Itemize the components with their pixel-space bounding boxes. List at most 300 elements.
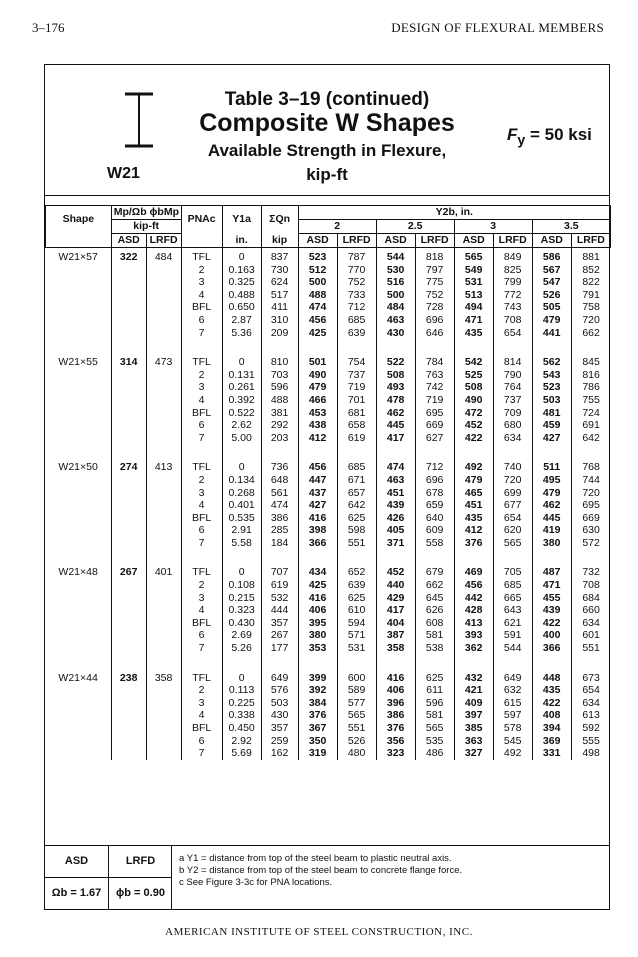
data-cell: 728 [415, 301, 454, 314]
strength-table [45, 205, 611, 760]
data-cell: 474 [261, 499, 298, 512]
data-cell: 177 [261, 642, 298, 655]
data-cell: 740 [493, 458, 532, 474]
data-cell: 503 [532, 394, 571, 407]
mp-asd-cell: 238 [111, 669, 146, 685]
data-cell: 671 [337, 474, 376, 487]
mp-lrfd-cell [146, 537, 181, 550]
spacer-cell [222, 655, 261, 669]
data-cell: 508 [376, 369, 415, 382]
data-cell: 642 [571, 432, 610, 445]
table-row [46, 563, 611, 579]
data-cell: 752 [415, 289, 454, 302]
data-cell: 695 [415, 407, 454, 420]
mp-lrfd-cell [146, 579, 181, 592]
data-cell: 422 [454, 432, 493, 445]
data-cell: 357 [261, 617, 298, 630]
data-cell: 392 [298, 684, 337, 697]
table-subtitle: Available Strength in Flexure, [207, 141, 447, 160]
data-cell: 366 [532, 642, 571, 655]
shape-cell [46, 314, 112, 327]
data-cell: 532 [261, 592, 298, 605]
data-cell: 4 [181, 709, 222, 722]
mp-asd-cell [111, 474, 146, 487]
mp-asd-cell [111, 579, 146, 592]
mp-asd-cell [111, 289, 146, 302]
data-cell: TFL [181, 248, 222, 264]
data-cell: 430 [376, 327, 415, 340]
data-cell: 371 [376, 537, 415, 550]
mp-lrfd-cell [146, 394, 181, 407]
data-cell: 743 [493, 301, 532, 314]
data-cell: 4 [181, 604, 222, 617]
data-cell: 596 [261, 381, 298, 394]
shape-cell [46, 697, 112, 710]
footnote-b: b Y2 = distance from top of the steel beam to concrete flange force. [179, 865, 463, 876]
mp-lrfd-cell [146, 432, 181, 445]
header-asd: ASD [111, 234, 146, 248]
data-cell: 428 [454, 604, 493, 617]
spacer-cell [415, 339, 454, 353]
table-row [46, 474, 611, 487]
title-divider [45, 195, 609, 196]
data-cell: 0 [222, 458, 261, 474]
mp-lrfd-cell [146, 747, 181, 760]
data-cell: 442 [454, 592, 493, 605]
table-row [46, 499, 611, 512]
footnote-a: a Y1 = distance from top of the steel beam to plastic neutral axis. [179, 853, 452, 864]
data-cell: BFL [181, 617, 222, 630]
data-cell: 432 [454, 669, 493, 685]
data-cell: 6 [181, 629, 222, 642]
data-cell: 462 [532, 499, 571, 512]
shape-cell [46, 264, 112, 277]
data-cell: 7 [181, 747, 222, 760]
table-frame [44, 64, 610, 910]
data-cell: 634 [571, 697, 610, 710]
table-row [46, 617, 611, 630]
data-cell: 0.131 [222, 369, 261, 382]
data-cell: 621 [493, 617, 532, 630]
data-cell: 0.108 [222, 579, 261, 592]
data-cell: 0 [222, 353, 261, 369]
data-cell: 511 [532, 458, 571, 474]
spacer-cell [111, 549, 146, 563]
data-cell: 822 [571, 276, 610, 289]
spacer-cell [454, 339, 493, 353]
table-row [46, 381, 611, 394]
spacer-cell [146, 444, 181, 458]
table-row [46, 276, 611, 289]
data-cell: 818 [415, 248, 454, 264]
data-cell: 3 [181, 381, 222, 394]
mp-lrfd-cell: 484 [146, 248, 181, 264]
data-cell: 2 [181, 264, 222, 277]
mp-lrfd-cell [146, 499, 181, 512]
data-cell: 730 [261, 264, 298, 277]
data-cell: 752 [337, 276, 376, 289]
data-cell: 625 [415, 669, 454, 685]
data-cell: 613 [571, 709, 610, 722]
spacer-cell [298, 444, 337, 458]
mp-asd-cell: 274 [111, 458, 146, 474]
data-cell: 451 [454, 499, 493, 512]
data-cell: 551 [571, 642, 610, 655]
data-cell: 565 [454, 248, 493, 264]
data-cell: 422 [532, 697, 571, 710]
data-cell: 630 [571, 524, 610, 537]
table-row [46, 432, 611, 445]
spacer-cell [181, 549, 222, 563]
data-cell: 469 [454, 563, 493, 579]
table-row [46, 419, 611, 432]
data-cell: 640 [415, 512, 454, 525]
shape-cell: W21×44 [58, 671, 98, 684]
data-cell: 685 [337, 458, 376, 474]
data-cell: 0.268 [222, 487, 261, 500]
spacer-cell [571, 444, 610, 458]
data-cell: 561 [261, 487, 298, 500]
spacer-cell [46, 655, 112, 669]
mp-asd-cell [111, 512, 146, 525]
data-cell: 416 [298, 592, 337, 605]
data-cell: 445 [532, 512, 571, 525]
mp-asd-cell [111, 722, 146, 735]
data-cell: 669 [415, 419, 454, 432]
data-cell: 5.00 [222, 432, 261, 445]
data-cell: 7 [181, 537, 222, 550]
header-y1: Y1a [222, 206, 261, 234]
data-cell: 837 [261, 248, 298, 264]
data-cell: 0 [222, 248, 261, 264]
table-units: kip-ft [306, 165, 348, 184]
data-cell: 768 [571, 458, 610, 474]
shape-cell [46, 684, 112, 697]
shape-cell [46, 747, 112, 760]
data-cell: 0.325 [222, 276, 261, 289]
spacer-cell [298, 339, 337, 353]
header-blank [181, 234, 222, 248]
mp-asd-cell [111, 487, 146, 500]
data-cell: 438 [298, 419, 337, 432]
table-row [46, 735, 611, 748]
shape-cell [46, 735, 112, 748]
spacer-cell [298, 655, 337, 669]
data-cell: 709 [493, 407, 532, 420]
omega-b: Ωb = 1.67 [51, 887, 102, 899]
table-row [46, 709, 611, 722]
data-cell: 6 [181, 419, 222, 432]
data-cell: 754 [337, 353, 376, 369]
shape-cell [46, 381, 112, 394]
footnote-c: c See Figure 3-3c for PNA locations. [179, 877, 333, 888]
data-cell: 639 [337, 579, 376, 592]
spacer-cell [181, 339, 222, 353]
data-cell: 737 [337, 369, 376, 382]
data-cell: 5.69 [222, 747, 261, 760]
mp-asd-cell [111, 419, 146, 432]
data-cell: 615 [493, 697, 532, 710]
data-cell: 2.69 [222, 629, 261, 642]
data-cell: 712 [415, 458, 454, 474]
data-cell: 678 [415, 487, 454, 500]
spacer-cell [46, 444, 112, 458]
header-lrfd: LRFD [337, 234, 376, 248]
data-cell: 493 [376, 381, 415, 394]
header-blank [46, 234, 112, 248]
data-cell: 610 [337, 604, 376, 617]
header-asd: ASD [532, 234, 571, 248]
data-cell: 462 [376, 407, 415, 420]
data-cell: 463 [376, 474, 415, 487]
data-cell: 600 [337, 669, 376, 685]
data-cell: 701 [337, 394, 376, 407]
data-cell: 732 [571, 563, 610, 579]
data-cell: 708 [571, 579, 610, 592]
header-asd: ASD [376, 234, 415, 248]
data-cell: 654 [493, 512, 532, 525]
data-cell: 799 [493, 276, 532, 289]
data-cell: 2.92 [222, 735, 261, 748]
table-row [46, 669, 611, 685]
data-cell: 609 [415, 524, 454, 537]
spacer-cell [376, 655, 415, 669]
mp-lrfd-cell [146, 369, 181, 382]
data-cell: 363 [454, 735, 493, 748]
mp-lrfd-cell [146, 487, 181, 500]
data-cell: 2 [181, 684, 222, 697]
data-cell: 465 [454, 487, 493, 500]
mp-lrfd-cell [146, 327, 181, 340]
data-cell: 619 [337, 432, 376, 445]
spacer-cell [454, 655, 493, 669]
data-cell: 790 [493, 369, 532, 382]
group-spacer [46, 444, 611, 458]
spacer-cell [493, 655, 532, 669]
mp-asd-cell [111, 592, 146, 605]
header-asd: ASD [298, 234, 337, 248]
spacer-cell [46, 339, 112, 353]
data-cell: 494 [454, 301, 493, 314]
data-cell: 649 [261, 669, 298, 685]
data-cell: 810 [261, 353, 298, 369]
data-cell: 578 [493, 722, 532, 735]
data-cell: 852 [571, 264, 610, 277]
data-cell: 380 [298, 629, 337, 642]
data-cell: 659 [415, 499, 454, 512]
data-cell: 589 [337, 684, 376, 697]
spacer-cell [146, 549, 181, 563]
mp-asd-cell [111, 301, 146, 314]
data-cell: 531 [454, 276, 493, 289]
phi-b: ϕb = 0.90 [108, 877, 172, 909]
data-cell: TFL [181, 669, 222, 685]
mp-lrfd-cell [146, 592, 181, 605]
data-cell: 684 [571, 592, 610, 605]
shape-cell [46, 432, 112, 445]
data-cell: 386 [376, 709, 415, 722]
mp-lrfd-cell [146, 735, 181, 748]
data-cell: 492 [454, 458, 493, 474]
mp-lrfd-cell [146, 381, 181, 394]
mp-lrfd-cell [146, 604, 181, 617]
mp-lrfd-cell [146, 314, 181, 327]
mp-asd-cell [111, 604, 146, 617]
table-row [46, 684, 611, 697]
data-cell: 474 [376, 458, 415, 474]
data-cell: 758 [571, 301, 610, 314]
data-cell: 673 [571, 669, 610, 685]
data-cell: 425 [298, 579, 337, 592]
data-cell: 439 [532, 604, 571, 617]
table-row [46, 314, 611, 327]
shape-cell [46, 369, 112, 382]
data-cell: 501 [298, 353, 337, 369]
data-cell: 439 [376, 499, 415, 512]
data-cell: 380 [532, 537, 571, 550]
data-cell: 586 [532, 248, 571, 264]
data-cell: 770 [337, 264, 376, 277]
spacer-cell [261, 549, 298, 563]
data-cell: 0 [222, 669, 261, 685]
data-cell: 720 [571, 487, 610, 500]
data-cell: 565 [337, 709, 376, 722]
header-y2-val: 2.5 [376, 220, 454, 234]
data-cell: 3 [181, 592, 222, 605]
data-cell: 0.650 [222, 301, 261, 314]
data-cell: 654 [493, 327, 532, 340]
data-cell: 531 [337, 642, 376, 655]
data-cell: 362 [454, 642, 493, 655]
table-row [46, 369, 611, 382]
table-row [46, 642, 611, 655]
data-cell: 558 [415, 537, 454, 550]
data-cell: 632 [493, 684, 532, 697]
mp-asd-cell [111, 747, 146, 760]
data-cell: 500 [298, 276, 337, 289]
data-cell: 677 [493, 499, 532, 512]
data-cell: 387 [376, 629, 415, 642]
mp-asd-cell [111, 432, 146, 445]
spacer-cell [111, 339, 146, 353]
data-cell: 538 [415, 642, 454, 655]
shape-cell [46, 289, 112, 302]
table-row [46, 592, 611, 605]
shape-cell [46, 537, 112, 550]
data-cell: 2 [181, 579, 222, 592]
data-cell: 719 [337, 381, 376, 394]
data-cell: 657 [337, 487, 376, 500]
data-cell: 421 [454, 684, 493, 697]
spacer-cell [146, 339, 181, 353]
mp-asd-cell [111, 381, 146, 394]
mp-lrfd-cell [146, 512, 181, 525]
data-cell: 627 [415, 432, 454, 445]
data-cell: 565 [415, 722, 454, 735]
mp-asd-cell [111, 642, 146, 655]
table-row [46, 394, 611, 407]
data-cell: 3 [181, 697, 222, 710]
data-cell: 452 [454, 419, 493, 432]
spacer-cell [415, 444, 454, 458]
mp-asd-cell: 267 [111, 563, 146, 579]
shape-cell [46, 722, 112, 735]
data-cell: 755 [571, 394, 610, 407]
data-cell: 394 [532, 722, 571, 735]
data-cell: 445 [376, 419, 415, 432]
data-cell: 517 [261, 289, 298, 302]
data-cell: 592 [571, 722, 610, 735]
mp-lrfd-cell [146, 709, 181, 722]
group-spacer [46, 655, 611, 669]
data-cell: 455 [532, 592, 571, 605]
data-cell: 551 [337, 722, 376, 735]
mp-asd-cell [111, 499, 146, 512]
page-number: 3–176 [32, 20, 65, 35]
mp-asd-cell [111, 407, 146, 420]
data-cell: 0.401 [222, 499, 261, 512]
data-cell: 619 [261, 579, 298, 592]
data-cell: 680 [493, 419, 532, 432]
data-cell: 406 [376, 684, 415, 697]
header-lrfd: LRFD [493, 234, 532, 248]
mp-lrfd-cell [146, 301, 181, 314]
data-cell: 448 [532, 669, 571, 685]
data-cell: 495 [532, 474, 571, 487]
header-pna: PNAc [181, 206, 222, 234]
table-row [46, 579, 611, 592]
data-cell: 412 [298, 432, 337, 445]
spacer-cell [261, 444, 298, 458]
data-cell: 551 [337, 537, 376, 550]
shape-cell: W21×48 [58, 566, 98, 579]
mp-lrfd-cell [146, 289, 181, 302]
data-cell: 523 [532, 381, 571, 394]
running-header: DESIGN OF FLEXURAL MEMBERS [391, 20, 604, 35]
data-cell: 367 [298, 722, 337, 735]
data-cell: 787 [337, 248, 376, 264]
data-cell: 581 [415, 709, 454, 722]
data-cell: 703 [261, 369, 298, 382]
data-cell: 4 [181, 499, 222, 512]
data-cell: 708 [493, 314, 532, 327]
data-cell: 471 [454, 314, 493, 327]
data-cell: 209 [261, 327, 298, 340]
data-cell: 381 [261, 407, 298, 420]
data-cell: 665 [493, 592, 532, 605]
data-cell: 571 [337, 629, 376, 642]
data-cell: BFL [181, 722, 222, 735]
data-cell: 695 [571, 499, 610, 512]
data-cell: 456 [454, 579, 493, 592]
shape-cell [46, 407, 112, 420]
data-cell: 6 [181, 735, 222, 748]
data-cell: 512 [298, 264, 337, 277]
data-cell: 356 [376, 735, 415, 748]
data-cell: 634 [571, 617, 610, 630]
group-spacer [46, 339, 611, 353]
mp-lrfd-cell [146, 722, 181, 735]
shape-cell: W21×50 [58, 461, 98, 474]
spacer-cell [532, 549, 571, 563]
spacer-cell [376, 549, 415, 563]
data-cell: 849 [493, 248, 532, 264]
spacer-cell [46, 549, 112, 563]
data-cell: 594 [337, 617, 376, 630]
data-cell: 7 [181, 432, 222, 445]
data-cell: 624 [261, 276, 298, 289]
data-cell: 385 [454, 722, 493, 735]
